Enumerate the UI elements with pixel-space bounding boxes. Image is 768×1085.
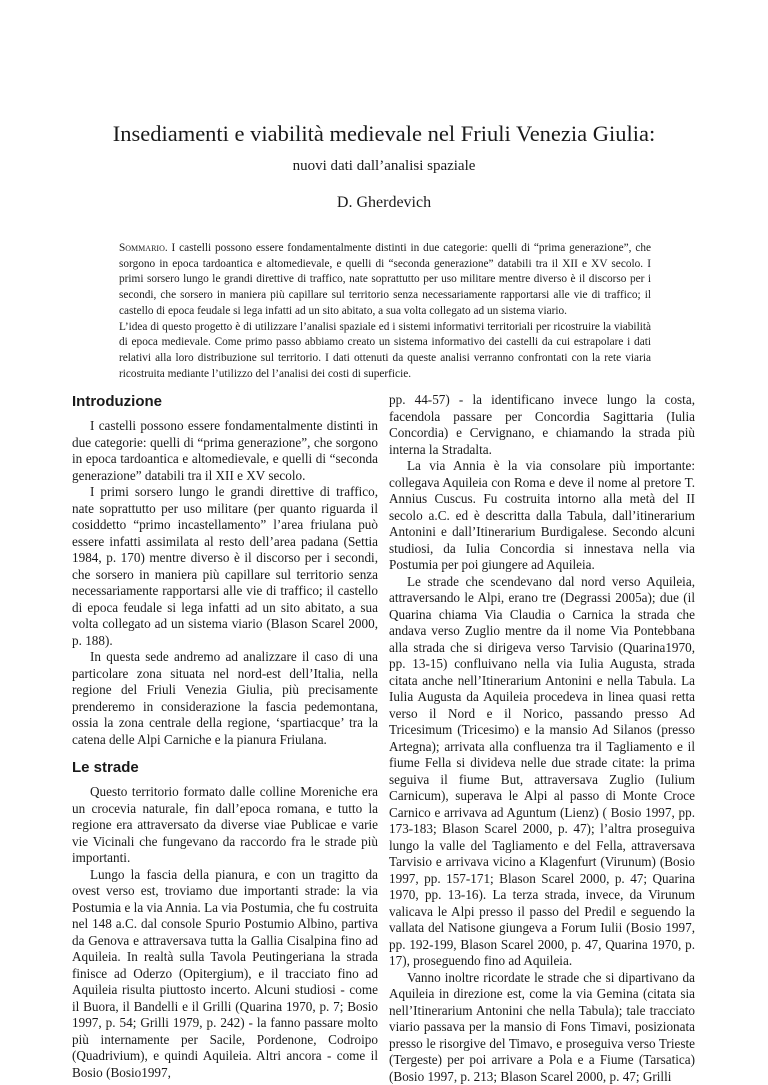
right-paragraph-strade-est: Vanno inoltre ricordate le strade che si dipartivano da Aquileia in direzione est, come la via Gemina (citata sia nell’Itinerarium Antonini che nella Tabula); tale tracciato viario passava per la mansio di Fons Timavi, posizionata presso le risorgive del Timavo, e proseguiva verso Trieste (Tergeste) per poi arrivare a Pola e a Fiume (Tarsatica) (Bosio 1997, p. 213; Blason Scarel 2000, p. 47; Grilli	[389, 970, 695, 1085]
section-heading-introduzione: Introduzione	[72, 392, 378, 412]
abstract-paragraph-2: L’idea di questo progetto è di utilizzare l’analisi spaziale ed i sistemi informativi territoriali per ricostruire la viabilità di epoca medievale. Come primo passo abbiamo creato un sistema informativo dei castelli da cui estrapolare i dati relativi alla loro distribuzione sul territorio. I dati ottenuti da queste analisi verranno confrontati con la rete viaria ricostruita mediante l’utilizzo del l’analisi dei costi di superficie.	[119, 320, 651, 383]
abstract	[119, 241, 651, 382]
section-heading-le-strade: Le strade	[72, 758, 378, 778]
intro-paragraph-1: I castelli possono essere fondamentalmente distinti in due categorie: quelli di “prima generazione”, che sorgono in epoca tardoantica e altomedievale, e quelli di “seconda generazione” databili tra il XII e XV secolo.	[72, 418, 378, 484]
paper-author: D. Gherdevich	[0, 193, 768, 213]
abstract-label: Sommario.	[119, 242, 168, 254]
right-column	[389, 392, 695, 1085]
right-paragraph-continued: pp. 44-57) - la identificano invece lungo la costa, facendola passare per Concordia Sagittaria (Iulia Concordia) e Cervignano, e chiamando la strada più interna la Stradalta.	[389, 392, 695, 458]
strade-paragraph-1: Questo territorio formato dalle colline Moreniche era un crocevia naturale, fin dall’epoca romana, e tutto la regione era attraversato da diverse viae Publicae e varie vie Vicinali che fungevano da raccordo fra le strade più importanti.	[72, 784, 378, 867]
paper-title: Insediamenti e viabilità medievale nel Friuli Venezia Giulia:	[0, 119, 768, 149]
right-paragraph-via-annia: La via Annia è la via consolare più importante: collegava Aquileia con Roma e deve il nome al pretore T. Annius Cuscus. Fu costruita intorno alla metà del II secolo a.C. ed è descritta dalla Tabula, dall’itinerarium Antonini e dall’Itinerarium Burdigalese. Secondo alcuni studiosi, da Iulia Concordia si innestava nella via Postumia per poi giungere ad Aquileia.	[389, 458, 695, 574]
left-column	[72, 392, 378, 1081]
right-paragraph-strade-nord: Le strade che scendevano dal nord verso Aquileia, attraversando le Alpi, erano tre (Degrassi 2005a); due (il Quarina chiama Via Claudia o Carnica la strada che andava verso Zuglio mentre da il nome Via Pontebbana alla strada che si dirigeva verso Tarvisio (Quarina1970, pp. 13-15) confluivano nella via Iulia Augusta, strada citata anche nell’Itinerarium Antonini e nella Tabula. La Iulia Augusta da Aquileia procedeva in linea quasi retta verso il Nord e il Norico, passando presso Ad Tricesimum (Tricesimo) e la mansio Ad Silanos (presso Artegna); arrivata alla confluenza tra il Tagliamento e il fiume Fella si divideva nelle due strade citate: la prima seguiva il fiume But, attraversava Zuglio (Iulium Carnicum), superava le Alpi al passo di Monte Croce Carnico e arrivava ad Aguntum (Lienz) ( Bosio 1997, pp. 173-183; Blason Scarel 2000, p. 47); l’altra proseguiva lungo la valle del Tagliamento e del Fella, attraversava Tarvisio e arrivava vicino a Klagenfurt (Virunum) (Bosio 1997, pp. 157-171; Blason Scarel 2000, p. 47; Quarina 1970, pp. 13-16). La terza strada, invece, da Virunum valicava le Alpi presso il passo del Predil e seguendo la vallata del Natisone giungeva a Forum Iulii (Bosio 1997, pp. 192-199, Blason Scarel 2000, p. 47, Quarina 1970, p. 17), proseguendo fino ad Aquileia.	[389, 574, 695, 970]
paper-subtitle: nuovi dati dall’analisi spaziale	[0, 157, 768, 175]
intro-paragraph-3: In questa sede andremo ad analizzare il caso di una particolare zona situata nel nord-est dell’Italia, nella regione del Friuli Venezia Giulia, più precisamente prenderemo in considerazione la fascia pedemontana, ossia la zona centrale della regione, ‘spartiacque’ tra la catena delle Alpi Carniche e la pianura Friulana.	[72, 649, 378, 748]
abstract-paragraph-1	[119, 241, 651, 320]
intro-paragraph-2: I primi sorsero lungo le grandi direttive di traffico, nate soprattutto per uso militare (per quanto riguarda il cosiddetto “primo incastellamento” l’area friulana può essere infatti assimilata al resto dell’area padana (Settia 1984, p. 170) mentre diverso è il discorso per i secondi, che sorsero in maniera più capillare sul territorio senza necessariamente rapportarsi alle vie di traffico; il castello di epoca feudale si lega infatti ad un sito abitato, a sua volta collegato ad un sistema viario (Blason Scarel 2000, p. 188).	[72, 484, 378, 649]
abstract-text-1: I castelli possono essere fondamentalmente distinti in due categorie: quelli di “prima generazione”, che sorgono in epoca tardoantica e altomedievale, e quelli di “seconda generazione” databili tra il XII e XV secolo. I primi sorsero lungo le grandi direttive di traffico, nate soprattutto per uso militare mentre diverso è il discorso per i secondi, che sorsero in maniera più capillare sul territorio senza necessariamente rapportarsi alle vie di traffico; il castello di epoca feudale si lega infatti ad un sito abitato, a sua volta collegato ad un sistema viario.	[119, 242, 651, 317]
strade-paragraph-2: Lungo la fascia della pianura, e con un tragitto da ovest verso est, troviamo due importanti strade: la via Postumia e la via Annia. La via Postumia, che fu costruita nel 148 a.C. dal console Spurio Postumio Albino, partiva da Genova e attraversava tutta la Gallia Cisalpina fino ad Aquileia. In realtà sulla Tavola Peutingeriana la strada finisce ad Oderzo (Opitergium), e il tracciato fino ad Aquileia risulta piuttosto incerto. Alcuni studiosi - come il Buora, il Bandelli e il Grilli (Quarina 1970, p. 7; Bosio 1997, p. 54; Grilli 1979, p. 242) - la fanno passare molto più internamente per Sacile, Pordenone, Codroipo (Quadrivium), e quindi Aquileia. Altri ancora - come il Bosio (Bosio1997,	[72, 867, 378, 1082]
